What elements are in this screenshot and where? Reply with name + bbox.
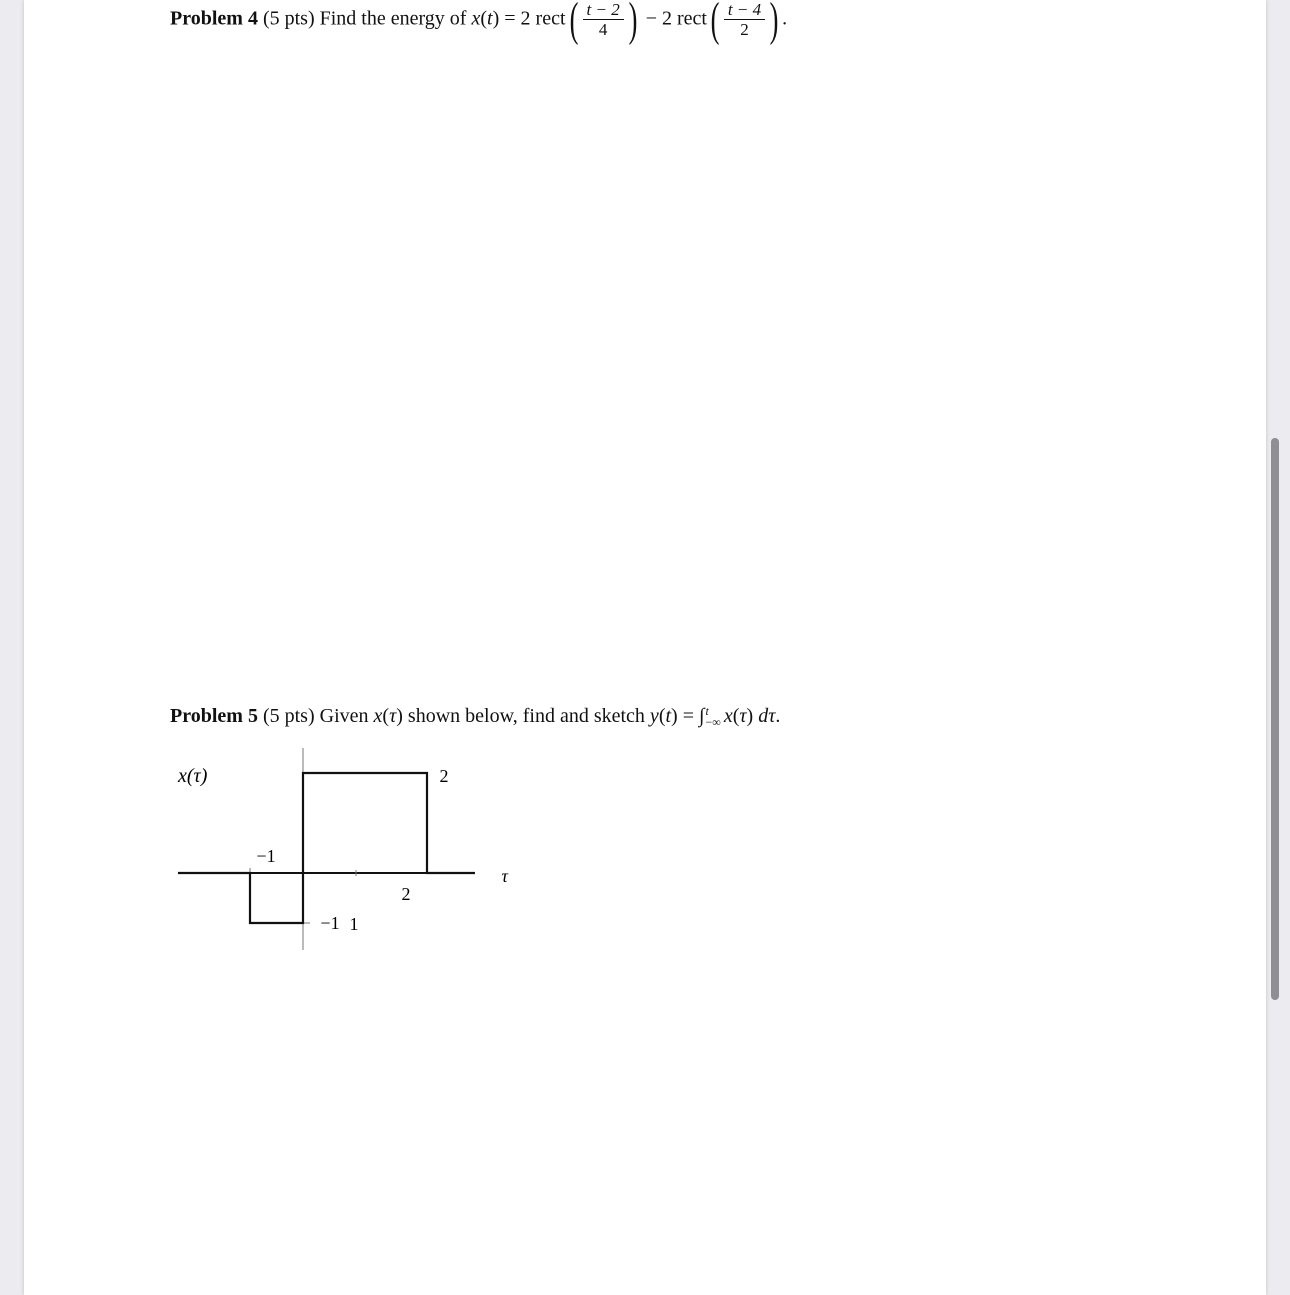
period: . [775, 705, 781, 727]
problem-4: Problem 4 (5 pts) Find the energy of x(t) = 2 rect( $\frac{t - 2}{4}$ ) − 2 rect( $\frac{t - 4}{2}$ ) . [170, 0, 788, 46]
var-tau: τ [389, 705, 397, 727]
fn-y: y [649, 705, 659, 727]
level-2-label: 2 [439, 766, 449, 786]
problem-4-points: (5 pts) [262, 7, 315, 30]
var-t: t [487, 7, 493, 30]
problem-4-title: Problem 4 [170, 7, 258, 30]
signal-plot [170, 740, 510, 960]
fraction-1 [583, 1, 624, 40]
fraction-1-numerator: t − 2 [583, 1, 624, 20]
problem-5-text-2: shown below, find and sketch [407, 705, 645, 727]
graph-x-label: τ [501, 866, 508, 886]
fraction-2-denominator: 2 [740, 19, 749, 39]
graph-y-label: x(τ) [178, 765, 208, 787]
tick-neg1-label: −1 [320, 913, 340, 933]
integral-sign: ∫ [699, 705, 705, 727]
integrand-x: x [723, 705, 733, 727]
signal-waveform [178, 773, 475, 923]
var-t: t [665, 705, 672, 727]
problem-5-points: (5 pts) [262, 705, 315, 727]
problem-5-text-1: Given [319, 705, 369, 727]
signal-graph [170, 740, 510, 960]
vertical-scrollbar[interactable] [1271, 438, 1279, 1000]
fraction-1-denominator: 4 [598, 19, 608, 39]
document-page [24, 0, 1266, 1295]
rect-term-2: − 2 rect [645, 7, 707, 30]
tick-2-label: 2 [401, 884, 411, 904]
upper-limit: t [705, 704, 709, 719]
level-neg1-label: −1 [256, 846, 276, 866]
equals-sign: = [504, 7, 516, 30]
equals-sign: = [682, 705, 694, 727]
fraction-2-numerator: t − 4 [724, 1, 765, 20]
problem-5-title: Problem 5 [170, 705, 258, 727]
problem-4-text: Find the energy of [319, 7, 467, 30]
differential: dτ [758, 705, 776, 727]
lower-limit: −∞ [705, 715, 721, 730]
fn-x: x [373, 705, 383, 727]
rect-term-1: 2 rect [520, 7, 566, 30]
tick-1-label: 1 [349, 914, 359, 934]
integrand-tau: τ [739, 705, 747, 727]
problem-5: Problem 5 (5 pts) Given x(τ) shown below, find and sketch y(t) = ∫ t −∞ x(τ) dτ. [170, 704, 781, 730]
period: . [782, 7, 788, 30]
fn-x: x [471, 7, 481, 30]
fraction-2 [724, 1, 765, 40]
integral-limits [705, 706, 720, 728]
